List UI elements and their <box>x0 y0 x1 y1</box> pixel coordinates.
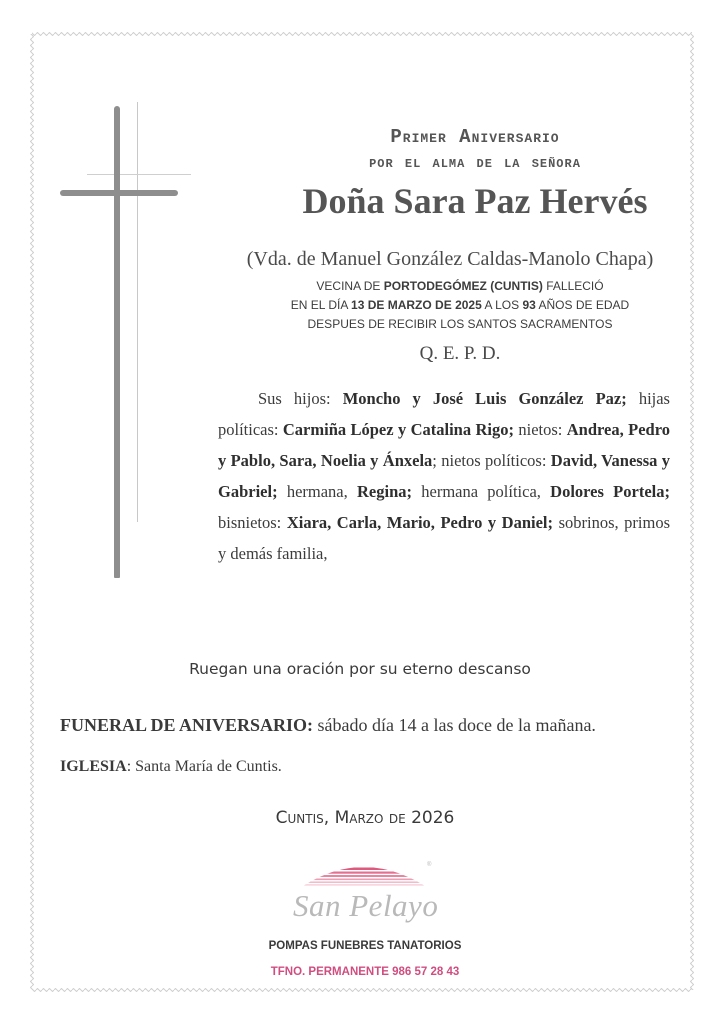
residence-place: PORTODEGÓMEZ (CUNTIS) <box>383 279 543 293</box>
sacraments-line: DESPUES DE RECIBIR LOS SANTOS SACRAMENTOS <box>307 317 613 331</box>
church-label: IGLESIA <box>60 758 127 775</box>
church-info <box>60 758 700 776</box>
phone-number: TFNO. PERMANENTE 986 57 28 43 <box>270 966 460 978</box>
funeral-info <box>60 715 700 736</box>
cross-guide-line-vertical <box>137 102 138 522</box>
registered-mark: ® <box>427 862 432 868</box>
age-label: A LOS <box>481 298 523 312</box>
family-text: ; nietos políticos: <box>432 451 551 470</box>
age-suffix: AÑOS DE EDAD <box>535 298 630 312</box>
funeral-home-tagline: POMPAS FUNEBRES TANATORIOS <box>268 940 462 952</box>
sunrise-logo-icon <box>285 852 445 892</box>
family-text: bisnietos: <box>218 513 287 532</box>
family-text: hermana, <box>277 482 357 501</box>
notice-subtitle: por el alma de la señora <box>369 154 581 173</box>
deceased-name: Doña Sara Paz Hervés <box>302 181 648 221</box>
funeral-value: sábado día 14 a las doce de la mañana. <box>313 715 596 735</box>
family-names: Xiara, Carla, Mario, Pedro y Daniel; <box>286 513 554 532</box>
family-text: nietos: <box>513 420 567 439</box>
residence-label: VECINA DE <box>316 279 384 293</box>
widow-of: (Vda. de Manuel González Caldas-Manolo Chapa) <box>246 248 654 270</box>
logo-wordmark: San Pelayo <box>293 888 439 923</box>
family-names: Carmiña López y Catalina Rigo; <box>282 420 514 439</box>
funeral-home-logo <box>285 852 445 942</box>
date-label: EN EL DÍA <box>290 298 352 312</box>
notice-title: Primer Aniversario <box>390 126 560 148</box>
family-names: Andrea, Pedro y Pablo, Sara, Noelia y Ánxela <box>218 420 670 470</box>
age-value: 93 <box>522 298 536 312</box>
cross-icon-horizontal-bar <box>60 190 178 196</box>
death-label: FALLECIÓ <box>542 279 604 293</box>
family-names: Dolores Portela; <box>550 482 670 501</box>
death-date: 13 DE MARZO DE 2025 <box>351 298 482 312</box>
cross-guide-line-horizontal <box>87 174 191 175</box>
family-text: hijas políticas: <box>218 389 670 439</box>
cross-icon-vertical-bar <box>114 106 120 578</box>
family-names: David, Vanessa y Gabriel; <box>218 451 671 501</box>
family-text: Sus hijos: <box>258 389 343 408</box>
family-text: sobrinos, primos y demás familia, <box>218 513 670 563</box>
funeral-label: FUNERAL DE ANIVERSARIO: <box>60 715 314 735</box>
prayer-request: Ruegan una oración por su eterno descanso <box>189 660 531 678</box>
family-paragraph <box>218 383 670 569</box>
death-date-line <box>230 298 690 312</box>
family-names: Regina; <box>357 482 412 501</box>
family-names: Moncho y José Luis González Paz; <box>342 389 627 408</box>
residence-line <box>230 279 690 293</box>
church-value: : Santa María de Cuntis. <box>126 758 282 775</box>
family-text: hermana política, <box>412 482 551 501</box>
place-date: Cuntis, Marzo de 2026 <box>275 808 455 828</box>
qepd: Q. E. P. D. <box>419 343 501 364</box>
